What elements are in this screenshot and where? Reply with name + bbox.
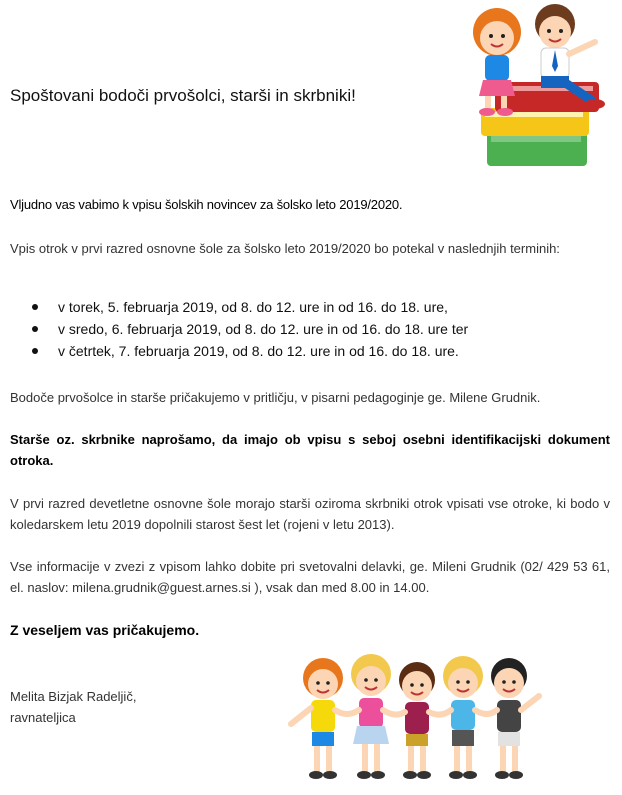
- date-item: [30, 318, 468, 340]
- signature-name: Melita Bizjak Radeljič,: [10, 689, 137, 704]
- location-text: Bodoče prvošolce in starše pričakujemo v pritličju, v pisarni pedagoginje ge. Milene Grudnik.: [10, 390, 541, 405]
- letter-title: Spoštovani bodoči prvošolci, starši in skrbniki!: [10, 86, 356, 105]
- invitation-text: Vljudno vas vabimo k vpisu šolskih novincev za šolsko leto 2019/2020.: [10, 197, 403, 212]
- closing-text: Z veseljem vas pričakujemo.: [10, 622, 200, 638]
- date-text: v četrtek, 7. februarja 2019, od 8. do 12. ure in od 16. do 18. ure.: [58, 343, 459, 359]
- contact-text: Vse informacije v zvezi z vpisom lahko dobite pri svetovalni delavki, ge. Mileni Grudnik (02/ 429 53 61, el. naslov: milena.grudnik@guest.arnes.si ), vsak dan med 8.00 in 14.00.: [10, 559, 610, 595]
- bullet-icon: [32, 304, 38, 310]
- date-text: v torek, 5. februarja 2019, od 8. do 12. ure in od 16. do 18. ure,: [58, 299, 448, 315]
- bullet-icon: [32, 348, 38, 354]
- date-item: [30, 340, 468, 362]
- schedule-intro: Vpis otrok v prvi razred osnovne šole za šolsko leto 2019/2020 bo potekal v naslednjih terminih:: [10, 241, 560, 256]
- enrollment-dates-list: [30, 296, 468, 362]
- kids-on-books-illustration: [455, 0, 615, 176]
- date-item: [30, 296, 468, 318]
- eligibility-text: V prvi razred devetletne osnovne šole morajo starši oziroma skrbniki otrok vpisati vse otroke, ki bodo v koledarskem letu 2019 dopolnili starost šest let (rojeni v letu 2013).: [10, 496, 610, 532]
- bullet-icon: [32, 326, 38, 332]
- date-text: v sredo, 6. februarja 2019, od 8. do 12. ure in od 16. do 18. ure ter: [58, 321, 469, 337]
- id-request-text: Starše oz. skrbnike naprošamo, da imajo ob vpisu s seboj osebni identifikacijski dokument otroka.: [10, 432, 610, 468]
- signature: [10, 686, 136, 728]
- signature-title: ravnateljica: [10, 710, 76, 725]
- children-group-illustration: [285, 648, 545, 788]
